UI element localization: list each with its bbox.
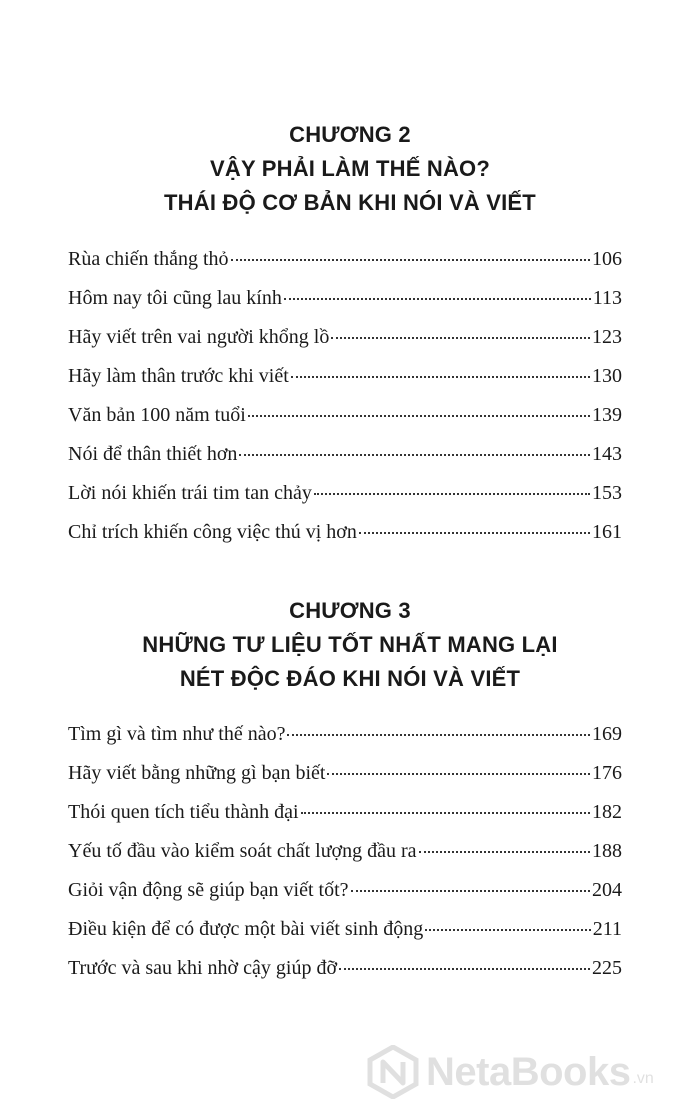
toc-entry-title: Điều kiện để có được một bài viết sinh động — [68, 918, 424, 940]
toc-entry[interactable] — [68, 914, 622, 944]
toc-entry[interactable] — [68, 439, 622, 469]
toc-entry-title: Trước và sau khi nhờ cậy giúp đỡ — [68, 957, 338, 979]
dot-leader — [301, 812, 591, 814]
toc-entry[interactable] — [68, 400, 622, 430]
chapter-title-line-1: NHỮNG TƯ LIỆU TỐT NHẤT MANG LẠI — [142, 632, 558, 657]
watermark-suffix: .vn — [632, 1070, 654, 1087]
toc-entry[interactable] — [68, 719, 622, 749]
toc-entry-page: 139 — [592, 404, 622, 426]
toc-entry-title: Yếu tố đầu vào kiểm soát chất lượng đầu ra — [68, 840, 417, 862]
toc-entry-page: 176 — [592, 762, 622, 784]
toc-entry[interactable] — [68, 283, 622, 313]
dot-leader — [248, 415, 590, 417]
toc-entry[interactable] — [68, 875, 622, 905]
toc-entry-page: 169 — [592, 723, 622, 745]
chapter-title-line-1: VẬY PHẢI LÀM THẾ NÀO? — [209, 156, 491, 181]
toc-entry[interactable] — [68, 478, 622, 508]
watermark — [366, 1044, 654, 1100]
toc-entry-title: Văn bản 100 năm tuổi — [68, 404, 246, 426]
toc-entry-title: Hãy viết bằng những gì bạn biết — [68, 762, 326, 784]
toc-entry-title: Tìm gì và tìm như thế nào? — [68, 723, 286, 745]
dot-leader — [339, 968, 590, 970]
toc-entry[interactable] — [68, 517, 622, 547]
toc-entry-title: Thói quen tích tiểu thành đại — [68, 801, 299, 823]
toc-entry-page: 130 — [592, 365, 622, 387]
chapter-3-heading — [0, 594, 700, 696]
toc-entry-title: Hãy làm thân trước khi viết — [68, 365, 289, 387]
chapter-label: CHƯƠNG 3 — [289, 598, 411, 623]
toc-entry-page: 161 — [592, 521, 622, 543]
dot-leader — [359, 532, 590, 534]
toc-entry[interactable] — [68, 244, 622, 274]
chapter-title-line-2: THÁI ĐỘ CƠ BẢN KHI NÓI VÀ VIẾT — [164, 190, 536, 215]
dot-leader — [291, 376, 590, 378]
toc-entry[interactable] — [68, 836, 622, 866]
toc-entry-title: Hôm nay tôi cũng lau kính — [68, 287, 282, 309]
dot-leader — [239, 454, 590, 456]
toc-entry-title: Giỏi vận động sẽ giúp bạn viết tốt? — [68, 879, 349, 901]
toc-entry-title: Nói để thân thiết hơn — [68, 443, 238, 465]
chapter-label: CHƯƠNG 2 — [289, 122, 411, 147]
watermark-brand: NetaBooks — [426, 1049, 631, 1094]
toc-entry-page: 143 — [592, 443, 622, 465]
toc-entry[interactable] — [68, 361, 622, 391]
dot-leader — [314, 493, 590, 495]
toc-entry-title: Rùa chiến thắng thỏ — [68, 248, 229, 270]
toc-entry[interactable] — [68, 953, 622, 983]
toc-entry-page: 204 — [592, 879, 622, 901]
toc-entry-page: 123 — [592, 326, 622, 348]
dot-leader — [351, 890, 590, 892]
toc-entry-page: 225 — [592, 957, 622, 979]
toc-entry-title: Hãy viết trên vai người khổng lồ — [68, 326, 330, 348]
toc-entry-page: 106 — [592, 248, 622, 270]
toc-entry-title: Chỉ trích khiến công việc thú vị hơn — [68, 521, 357, 543]
dot-leader — [425, 929, 591, 931]
dot-leader — [327, 773, 590, 775]
toc-entry[interactable] — [68, 797, 622, 827]
toc-entry-page: 182 — [592, 801, 622, 823]
chapter-title-line-2: NÉT ĐỘC ĐÁO KHI NÓI VÀ VIẾT — [179, 666, 521, 691]
toc-entry-page: 153 — [592, 482, 622, 504]
toc-entry-title: Lời nói khiến trái tim tan chảy — [68, 482, 312, 504]
toc-entry-page: 188 — [592, 840, 622, 862]
netabooks-logo-icon — [366, 1045, 420, 1099]
dot-leader — [231, 259, 590, 261]
toc-entry-page: 113 — [592, 287, 622, 309]
dot-leader — [419, 851, 590, 853]
dot-leader — [331, 337, 590, 339]
toc-entry-page: 211 — [592, 918, 622, 940]
dot-leader — [287, 734, 590, 736]
chapter-2-heading — [0, 118, 700, 220]
toc-entry[interactable] — [68, 758, 622, 788]
dot-leader — [284, 298, 591, 300]
toc-entry[interactable] — [68, 322, 622, 352]
